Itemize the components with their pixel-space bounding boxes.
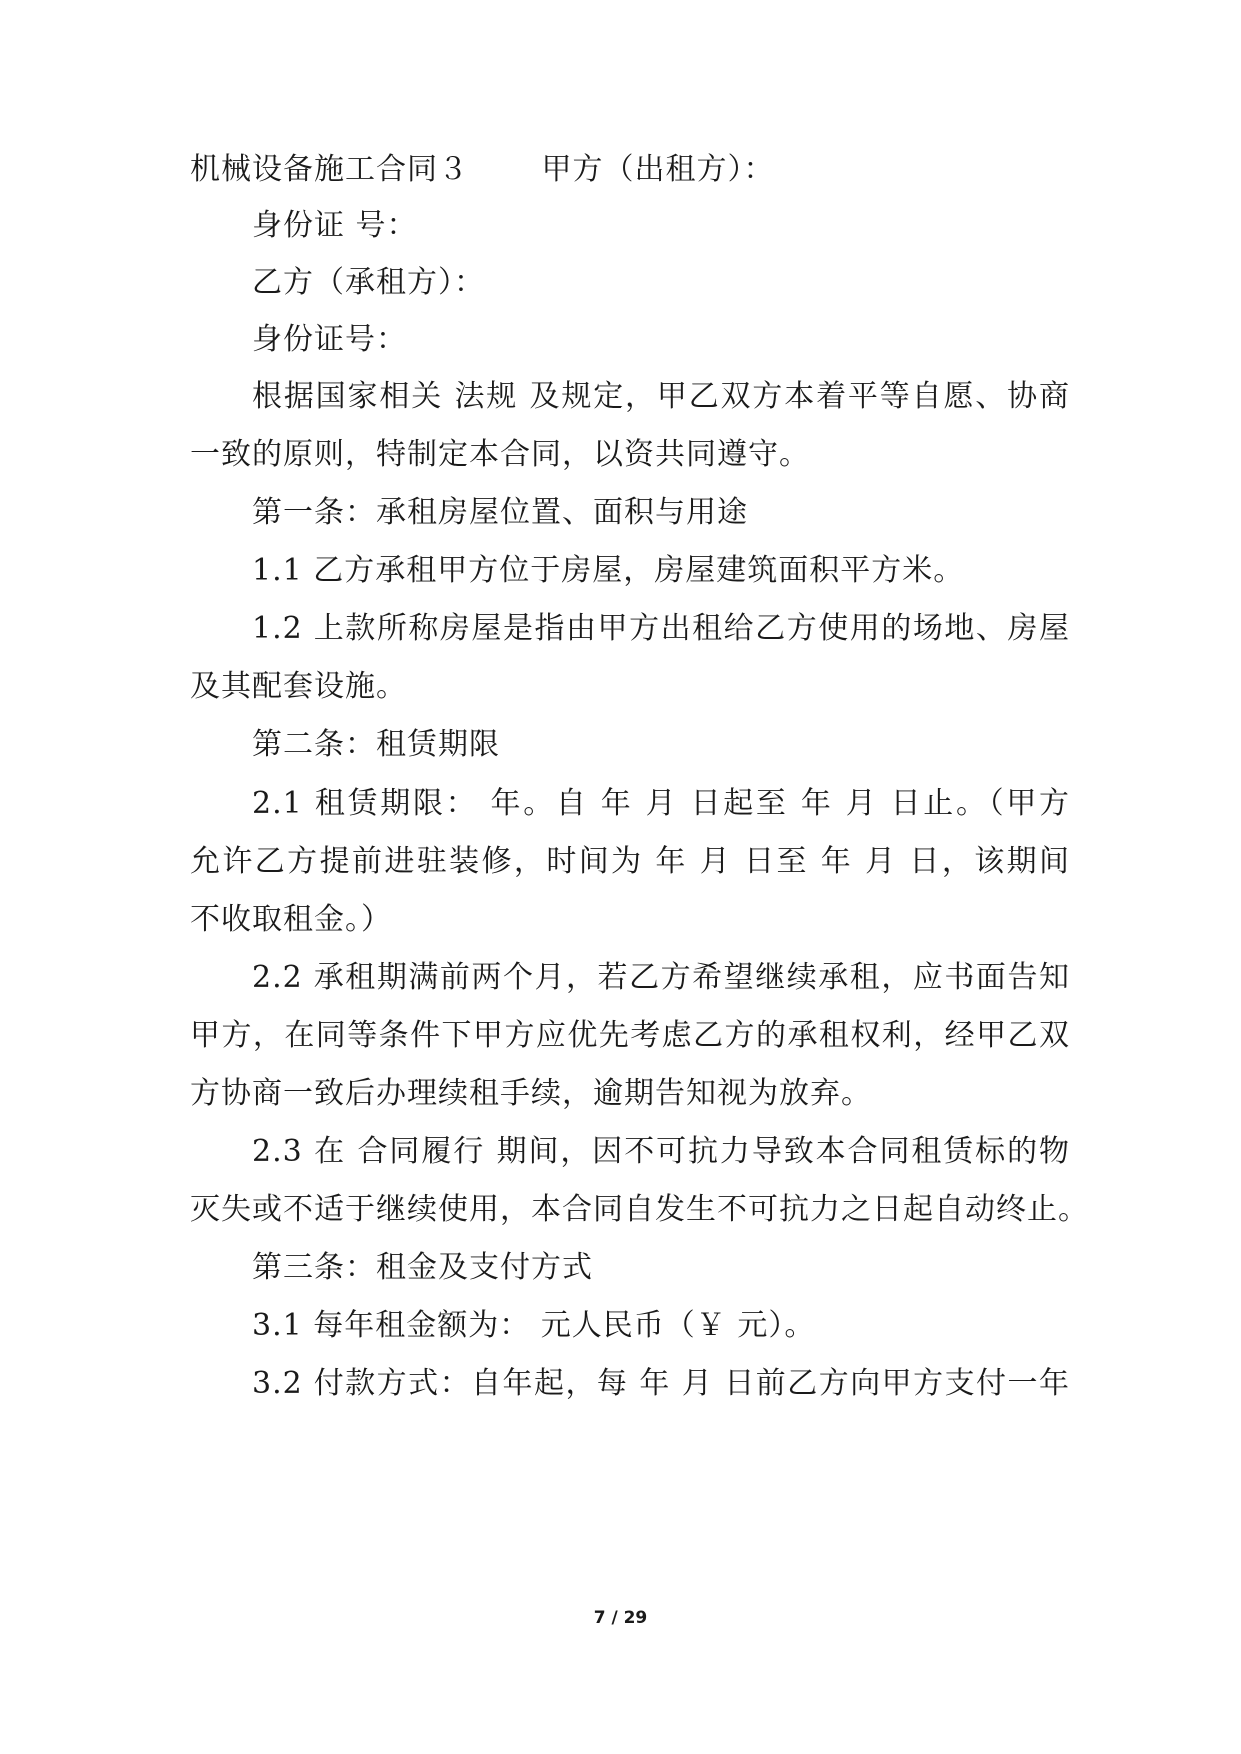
paragraph-line: 方协商一致后办理续租手续，逾期告知视为放弃。 <box>190 1076 872 1111</box>
paragraph-line: 1.1 乙方承租甲方位于房屋，房屋建筑面积平方米。 <box>252 553 965 588</box>
paragraph-line: 灭失或不适于继续使用，本合同自发生不可抗力之日起自动终止。 <box>190 1192 1089 1227</box>
paragraph-line: 3.2 付款方式：自年起，每 年 月 日前乙方向甲方支付一年 <box>252 1366 1070 1401</box>
paragraph-line: 根据国家相关 法规 及规定，甲乙双方本着平等自愿、协商 <box>252 379 1070 414</box>
paragraph-line: 2.1 租赁期限： 年。自 年 月 日起至 年 月 日止。（甲方 <box>252 786 1070 821</box>
section-heading-1: 第一条：承租房屋位置、面积与用途 <box>252 495 748 530</box>
paragraph-line: 一致的原则，特制定本合同，以资共同遵守。 <box>190 437 810 472</box>
paragraph-line: 甲方，在同等条件下甲方应优先考虑乙方的承租权利，经甲乙双 <box>190 1018 1070 1053</box>
party-a-id-line: 身份证 号： <box>252 208 418 243</box>
paragraph-line: 1.2 上款所称房屋是指由甲方出租给乙方使用的场地、房屋 <box>252 611 1070 646</box>
party-b-id-line: 身份证号： <box>252 322 407 357</box>
section-heading-2: 第二条：租赁期限 <box>252 727 500 762</box>
page-number: 7 / 29 <box>593 1608 648 1628</box>
paragraph-line: 3.1 每年租金额为： 元人民币（￥ 元）。 <box>252 1308 816 1343</box>
paragraph-line: 2.3 在 合同履行 期间，因不可抗力导致本合同租赁标的物 <box>252 1134 1070 1169</box>
doc-title-line: 机械设备施工合同３ 甲方（出租方）： <box>190 152 775 187</box>
paragraph-line: 不收取租金。） <box>190 902 392 937</box>
section-heading-3: 第三条：租金及支付方式 <box>252 1250 593 1285</box>
paragraph-line: 2.2 承租期满前两个月，若乙方希望继续承租，应书面告知 <box>252 960 1070 995</box>
paragraph-line: 及其配套设施。 <box>190 669 407 704</box>
paragraph-line: 允许乙方提前进驻装修，时间为 年 月 日至 年 月 日，该期间 <box>190 844 1070 879</box>
party-b-line: 乙方（承租方）： <box>252 265 485 300</box>
